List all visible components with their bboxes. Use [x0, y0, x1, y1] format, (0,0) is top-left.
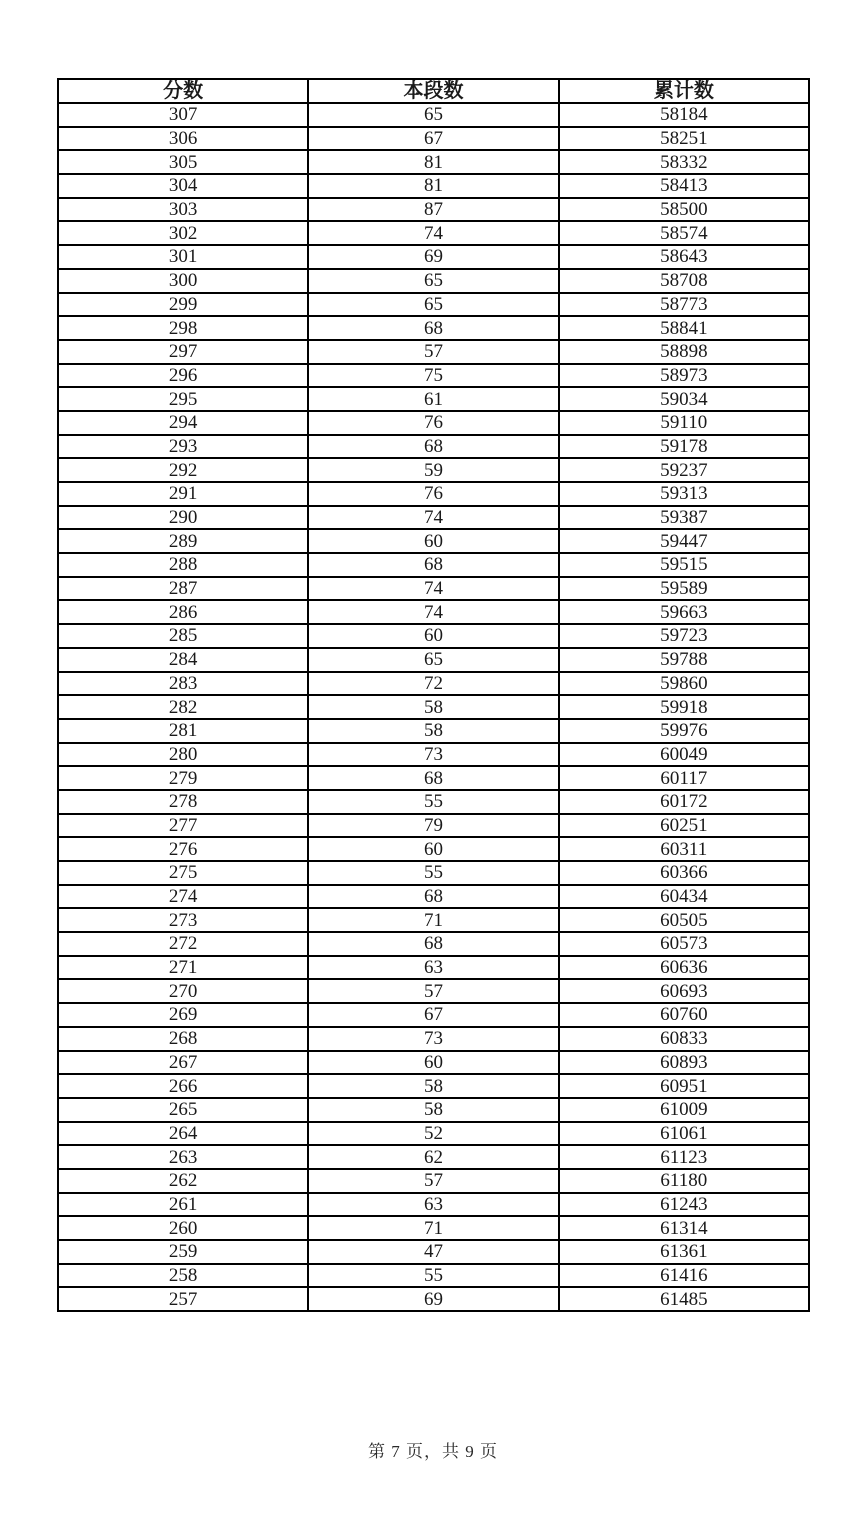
score-cell: 268: [58, 1027, 308, 1051]
score-cell: 266: [58, 1074, 308, 1098]
cumulative-count-cell: 58973: [559, 364, 809, 388]
segment-count-cell: 68: [308, 316, 558, 340]
score-cell: 272: [58, 932, 308, 956]
segment-count-cell: 67: [308, 127, 558, 151]
cumulative-count-cell: 61123: [559, 1145, 809, 1169]
cumulative-count-cell: 60693: [559, 979, 809, 1003]
segment-count-cell: 57: [308, 979, 558, 1003]
table-row: [58, 1287, 809, 1311]
score-cell: 265: [58, 1098, 308, 1122]
cumulative-count-cell: 59918: [559, 695, 809, 719]
score-cell: 271: [58, 956, 308, 980]
table-header: [58, 79, 809, 103]
score-cell: 303: [58, 198, 308, 222]
score-cell: 285: [58, 624, 308, 648]
table-row: [58, 1122, 809, 1146]
score-cell: 302: [58, 221, 308, 245]
segment-count-cell: 47: [308, 1240, 558, 1264]
score-cell: 286: [58, 600, 308, 624]
cumulative-count-cell: 60434: [559, 885, 809, 909]
table-row: [58, 932, 809, 956]
segment-count-cell: 57: [308, 1169, 558, 1193]
segment-count-cell: 59: [308, 458, 558, 482]
table-row: [58, 790, 809, 814]
table-row: [58, 600, 809, 624]
table-row: [58, 885, 809, 909]
score-cell: 282: [58, 695, 308, 719]
segment-count-cell: 58: [308, 1098, 558, 1122]
table-row: [58, 221, 809, 245]
segment-count-cell: 55: [308, 790, 558, 814]
table-row: [58, 695, 809, 719]
segment-count-cell: 74: [308, 221, 558, 245]
cumulative-count-cell: 60760: [559, 1003, 809, 1027]
segment-count-cell: 55: [308, 861, 558, 885]
segment-count-cell: 58: [308, 695, 558, 719]
cumulative-count-cell: 58708: [559, 269, 809, 293]
cumulative-count-cell: 59237: [559, 458, 809, 482]
table-row: [58, 1074, 809, 1098]
score-cell: 273: [58, 908, 308, 932]
table-row: [58, 387, 809, 411]
cumulative-count-cell: 59723: [559, 624, 809, 648]
score-cell: 306: [58, 127, 308, 151]
segment-count-cell: 67: [308, 1003, 558, 1027]
segment-count-cell: 61: [308, 387, 558, 411]
cumulative-count-cell: 61243: [559, 1193, 809, 1217]
score-cell: 280: [58, 743, 308, 767]
score-cell: 262: [58, 1169, 308, 1193]
score-cell: 296: [58, 364, 308, 388]
table-row: [58, 1003, 809, 1027]
table-row: [58, 340, 809, 364]
cumulative-count-cell: 59976: [559, 719, 809, 743]
table-row: [58, 553, 809, 577]
cumulative-count-cell: 58643: [559, 245, 809, 269]
cumulative-count-cell: 59788: [559, 648, 809, 672]
table-row: [58, 411, 809, 435]
cumulative-count-cell: 61361: [559, 1240, 809, 1264]
segment-count-cell: 81: [308, 150, 558, 174]
table-body: [58, 103, 809, 1311]
score-cell: 289: [58, 529, 308, 553]
header-cumulative-count: 累计数: [559, 79, 809, 103]
segment-count-cell: 68: [308, 766, 558, 790]
score-cell: 261: [58, 1193, 308, 1217]
cumulative-count-cell: 59387: [559, 506, 809, 530]
score-cell: 278: [58, 790, 308, 814]
cumulative-count-cell: 59110: [559, 411, 809, 435]
segment-count-cell: 69: [308, 245, 558, 269]
segment-count-cell: 63: [308, 1193, 558, 1217]
cumulative-count-cell: 60893: [559, 1051, 809, 1075]
score-cell: 275: [58, 861, 308, 885]
segment-count-cell: 75: [308, 364, 558, 388]
table-row: [58, 506, 809, 530]
table-row: [58, 1051, 809, 1075]
segment-count-cell: 74: [308, 577, 558, 601]
segment-count-cell: 68: [308, 435, 558, 459]
score-cell: 260: [58, 1216, 308, 1240]
cumulative-count-cell: 58413: [559, 174, 809, 198]
segment-count-cell: 71: [308, 908, 558, 932]
score-cell: 258: [58, 1264, 308, 1288]
score-cell: 305: [58, 150, 308, 174]
score-cell: 276: [58, 837, 308, 861]
segment-count-cell: 60: [308, 624, 558, 648]
cumulative-count-cell: 60366: [559, 861, 809, 885]
score-cell: 267: [58, 1051, 308, 1075]
header-segment-count: 本段数: [308, 79, 558, 103]
segment-count-cell: 62: [308, 1145, 558, 1169]
cumulative-count-cell: 60833: [559, 1027, 809, 1051]
score-distribution-table: [57, 78, 810, 1312]
table-row: [58, 293, 809, 317]
segment-count-cell: 60: [308, 529, 558, 553]
segment-count-cell: 65: [308, 269, 558, 293]
segment-count-cell: 58: [308, 719, 558, 743]
table-row: [58, 766, 809, 790]
score-cell: 279: [58, 766, 308, 790]
table-row: [58, 908, 809, 932]
cumulative-count-cell: 60117: [559, 766, 809, 790]
segment-count-cell: 65: [308, 648, 558, 672]
score-cell: 294: [58, 411, 308, 435]
table-row: [58, 198, 809, 222]
table-row: [58, 364, 809, 388]
segment-count-cell: 60: [308, 837, 558, 861]
segment-count-cell: 58: [308, 1074, 558, 1098]
header-row: [58, 79, 809, 103]
cumulative-count-cell: 58841: [559, 316, 809, 340]
segment-count-cell: 52: [308, 1122, 558, 1146]
table-row: [58, 316, 809, 340]
cumulative-count-cell: 60172: [559, 790, 809, 814]
score-cell: 295: [58, 387, 308, 411]
table-row: [58, 245, 809, 269]
segment-count-cell: 60: [308, 1051, 558, 1075]
score-cell: 301: [58, 245, 308, 269]
table-row: [58, 1169, 809, 1193]
segment-count-cell: 74: [308, 600, 558, 624]
cumulative-count-cell: 61485: [559, 1287, 809, 1311]
score-cell: 293: [58, 435, 308, 459]
cumulative-count-cell: 60573: [559, 932, 809, 956]
score-cell: 290: [58, 506, 308, 530]
cumulative-count-cell: 60951: [559, 1074, 809, 1098]
table-row: [58, 577, 809, 601]
score-cell: 263: [58, 1145, 308, 1169]
cumulative-count-cell: 59447: [559, 529, 809, 553]
table-row: [58, 127, 809, 151]
score-cell: 292: [58, 458, 308, 482]
cumulative-count-cell: 58773: [559, 293, 809, 317]
score-cell: 291: [58, 482, 308, 506]
table-row: [58, 1098, 809, 1122]
score-cell: 277: [58, 814, 308, 838]
cumulative-count-cell: 61009: [559, 1098, 809, 1122]
score-cell: 298: [58, 316, 308, 340]
table-row: [58, 743, 809, 767]
table-row: [58, 174, 809, 198]
cumulative-count-cell: 61416: [559, 1264, 809, 1288]
table-row: [58, 814, 809, 838]
table-row: [58, 1240, 809, 1264]
cumulative-count-cell: 58332: [559, 150, 809, 174]
table-row: [58, 1027, 809, 1051]
score-cell: 264: [58, 1122, 308, 1146]
table-row: [58, 150, 809, 174]
table-row: [58, 956, 809, 980]
table-row: [58, 458, 809, 482]
score-cell: 284: [58, 648, 308, 672]
score-cell: 287: [58, 577, 308, 601]
page-number-footer: 第 7 页，共 9 页: [368, 1442, 498, 1461]
score-cell: 297: [58, 340, 308, 364]
score-cell: 299: [58, 293, 308, 317]
table-row: [58, 435, 809, 459]
segment-count-cell: 73: [308, 1027, 558, 1051]
segment-count-cell: 79: [308, 814, 558, 838]
cumulative-count-cell: 59663: [559, 600, 809, 624]
cumulative-count-cell: 59860: [559, 672, 809, 696]
cumulative-count-cell: 59178: [559, 435, 809, 459]
cumulative-count-cell: 59515: [559, 553, 809, 577]
table-row: [58, 861, 809, 885]
table-row: [58, 1193, 809, 1217]
score-cell: 274: [58, 885, 308, 909]
segment-count-cell: 55: [308, 1264, 558, 1288]
table-row: [58, 979, 809, 1003]
segment-count-cell: 65: [308, 293, 558, 317]
segment-count-cell: 69: [308, 1287, 558, 1311]
table-row: [58, 1216, 809, 1240]
segment-count-cell: 68: [308, 885, 558, 909]
score-cell: 283: [58, 672, 308, 696]
score-cell: 270: [58, 979, 308, 1003]
table-row: [58, 1145, 809, 1169]
table-row: [58, 719, 809, 743]
segment-count-cell: 68: [308, 553, 558, 577]
cumulative-count-cell: 60505: [559, 908, 809, 932]
segment-count-cell: 73: [308, 743, 558, 767]
cumulative-count-cell: 59034: [559, 387, 809, 411]
table-row: [58, 482, 809, 506]
cumulative-count-cell: 58500: [559, 198, 809, 222]
cumulative-count-cell: 58898: [559, 340, 809, 364]
segment-count-cell: 74: [308, 506, 558, 530]
score-cell: 288: [58, 553, 308, 577]
table-row: [58, 624, 809, 648]
score-cell: 281: [58, 719, 308, 743]
cumulative-count-cell: 59589: [559, 577, 809, 601]
segment-count-cell: 65: [308, 103, 558, 127]
cumulative-count-cell: 58184: [559, 103, 809, 127]
segment-count-cell: 76: [308, 482, 558, 506]
segment-count-cell: 81: [308, 174, 558, 198]
cumulative-count-cell: 58574: [559, 221, 809, 245]
table-row: [58, 1264, 809, 1288]
table-row: [58, 672, 809, 696]
segment-count-cell: 71: [308, 1216, 558, 1240]
score-cell: 304: [58, 174, 308, 198]
score-cell: 269: [58, 1003, 308, 1027]
score-cell: 307: [58, 103, 308, 127]
segment-count-cell: 87: [308, 198, 558, 222]
table-row: [58, 269, 809, 293]
cumulative-count-cell: 58251: [559, 127, 809, 151]
cumulative-count-cell: 60049: [559, 743, 809, 767]
segment-count-cell: 57: [308, 340, 558, 364]
segment-count-cell: 72: [308, 672, 558, 696]
cumulative-count-cell: 60251: [559, 814, 809, 838]
score-cell: 300: [58, 269, 308, 293]
cumulative-count-cell: 59313: [559, 482, 809, 506]
cumulative-count-cell: 61180: [559, 1169, 809, 1193]
cumulative-count-cell: 60636: [559, 956, 809, 980]
cumulative-count-cell: 61061: [559, 1122, 809, 1146]
segment-count-cell: 76: [308, 411, 558, 435]
cumulative-count-cell: 60311: [559, 837, 809, 861]
table-row: [58, 648, 809, 672]
score-cell: 259: [58, 1240, 308, 1264]
score-cell: 257: [58, 1287, 308, 1311]
header-score: 分数: [58, 79, 308, 103]
segment-count-cell: 68: [308, 932, 558, 956]
segment-count-cell: 63: [308, 956, 558, 980]
cumulative-count-cell: 61314: [559, 1216, 809, 1240]
table-row: [58, 529, 809, 553]
table-row: [58, 103, 809, 127]
table-row: [58, 837, 809, 861]
